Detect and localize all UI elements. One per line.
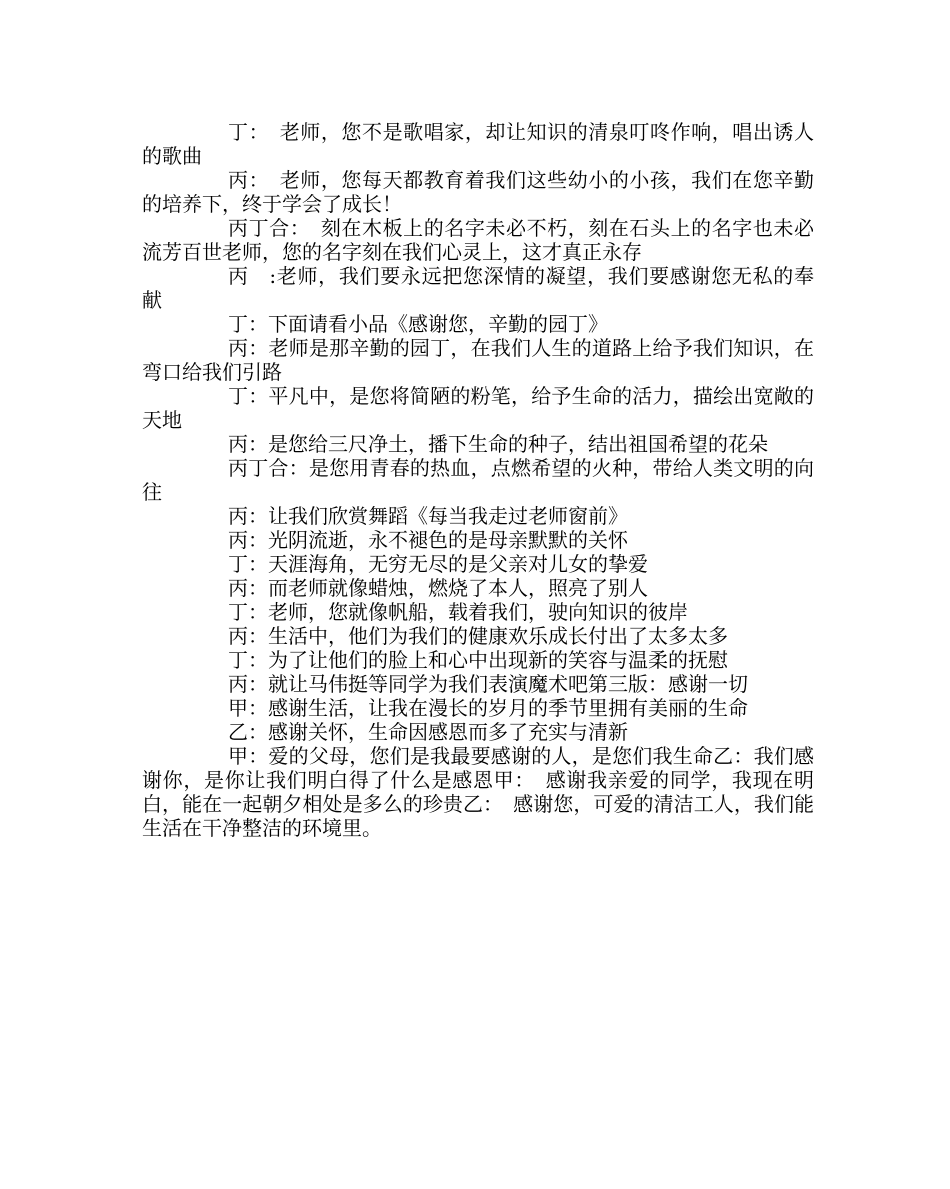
paragraph-12: 丁：天涯海角，无穷无尽的是父亲对儿女的挚爱 <box>228 552 648 576</box>
paragraph-2: 丙： 老师，您每天都教育着我们这些幼小的小孩，我们在您辛勤的培养下，终于学会了成长！ <box>142 168 814 216</box>
paragraph-5: 丁：下面请看小品《感谢您，辛勤的园丁》 <box>228 312 608 336</box>
paragraph-15: 丙：生活中，他们为我们的健康欢乐成长付出了太多太多 <box>228 624 728 648</box>
paragraph-9: 丙丁合：是您用青春的热血，点燃希望的火种，带给人类文明的向往 <box>142 456 814 504</box>
paragraph-17: 丙：就让马伟挺等同学为我们表演魔术吧第三版：感谢一切 <box>228 672 748 696</box>
paragraph-7: 丁：平凡中，是您将简陋的粉笔，给予生命的活力，描绘出宽敞的天地 <box>142 384 814 432</box>
paragraph-16: 丁：为了让他们的脸上和心中出现新的笑容与温柔的抚慰 <box>228 648 728 672</box>
paragraph-20: 甲：爱的父母，您们是我最要感谢的人，是您们我生命乙：我们感谢你，是你让我们明白得了什么是感恩甲： 感谢我亲爱的同学，我现在明白，能在一起朝夕相处是多么的珍贵乙： 感谢您，可爱的清洁工人，我们能生活在干净整洁的环境里。 <box>142 744 814 840</box>
paragraph-14: 丁：老师，您就像帆船，载着我们，驶向知识的彼岸 <box>228 600 688 624</box>
paragraph-10: 丙：让我们欣赏舞蹈《每当我走过老师窗前》 <box>228 504 628 528</box>
paragraph-1: 丁： 老师，您不是歌唱家，却让知识的清泉叮咚作响，唱出诱人的歌曲 <box>142 120 814 168</box>
paragraph-11: 丙：光阴流逝，永不褪色的是母亲默默的关怀 <box>228 528 628 552</box>
paragraph-8: 丙：是您给三尺净土，播下生命的种子，结出祖国希望的花朵 <box>228 432 768 456</box>
paragraph-18: 甲：感谢生活，让我在漫长的岁月的季节里拥有美丽的生命 <box>228 696 748 720</box>
paragraph-19: 乙：感谢关怀，生命因感恩而多了充实与清新 <box>228 720 628 744</box>
paragraph-6: 丙：老师是那辛勤的园丁，在我们人生的道路上给予我们知识，在弯口给我们引路 <box>142 336 814 384</box>
document-body <box>142 120 814 840</box>
paragraph-3: 丙丁合： 刻在木板上的名字未必不朽，刻在石头上的名字也未必流芳百世老师，您的名字刻在我们心灵上，这才真正永存 <box>142 216 814 264</box>
paragraph-13: 丙：而老师就像蜡烛，燃烧了本人，照亮了别人 <box>228 576 648 600</box>
paragraph-4: 丙 :老师，我们要永远把您深情的凝望，我们要感谢您无私的奉献 <box>142 264 814 312</box>
